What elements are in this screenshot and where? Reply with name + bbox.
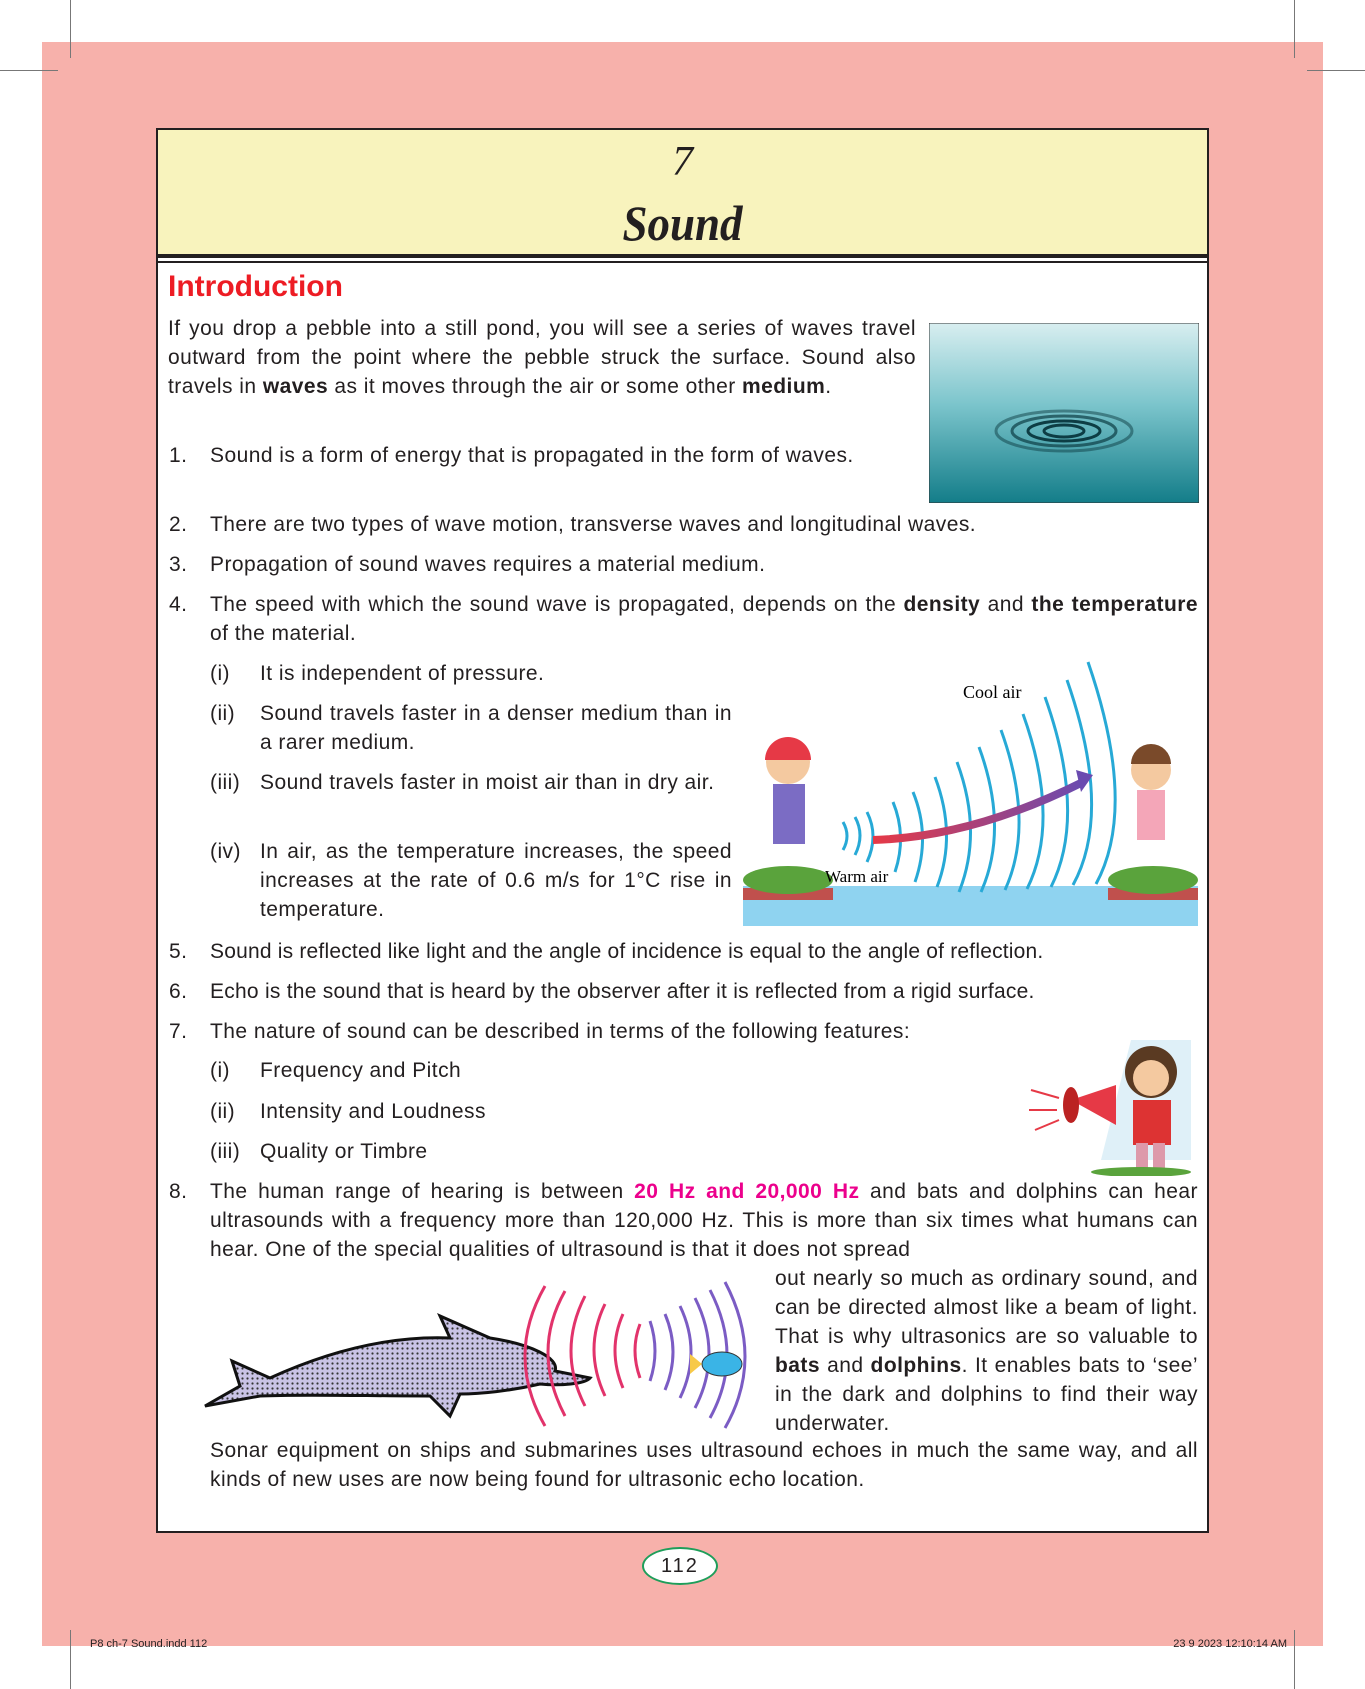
section-heading: Introduction: [168, 270, 343, 303]
girl-megaphone-illustration: [1021, 1030, 1198, 1176]
item-bold: density: [903, 593, 981, 616]
item-number: 2.: [169, 513, 188, 536]
subitem-text: Frequency and Pitch: [260, 1059, 462, 1082]
subitem-number: (ii): [210, 1100, 236, 1123]
subitem-number: (iii): [210, 771, 241, 794]
item-number: 1.: [169, 444, 188, 467]
item-text-part: of the material.: [210, 622, 357, 645]
sound-refraction-illustration: [743, 652, 1198, 926]
item-text-continued: [775, 1264, 1198, 1438]
intro-text: as it moves through the air or some other: [328, 375, 743, 398]
item-text: Echo is the sound that is heard by the observer after it is reflected from a rigid surface.: [210, 980, 1035, 1003]
slug-right: 23 9 2023 12:10:14 AM: [1173, 1638, 1287, 1650]
slug-left: P8 ch-7 Sound.indd 112: [90, 1638, 208, 1650]
content-box: [156, 128, 1209, 1533]
item-text: [210, 590, 1198, 648]
chapter-title: Sound: [622, 195, 743, 251]
item-text-part: and bats and dolphins can hear ultrasounds with a frequency more than 120,000 Hz. This is more than six times what humans can hear. One of the special qualities of ultrasound is that it does not spread: [210, 1180, 1198, 1261]
item-text-part: out nearly so much as ordinary sound, and can be directed almost like a beam of light. That is why ultrasonics are so valuable to: [775, 1267, 1198, 1348]
subitem-number: (iv): [210, 840, 241, 863]
item-number: 5.: [169, 940, 188, 963]
item-text: There are two types of wave motion, transverse waves and longitudinal waves.: [210, 513, 977, 536]
subitem-text: Quality or Timbre: [260, 1140, 428, 1163]
warm-air-label: Warm air: [825, 867, 889, 886]
crop-mark: [0, 70, 58, 71]
hearing-range-highlight: 20 Hz and 20,000 Hz: [634, 1180, 860, 1203]
cool-air-label: Cool air: [963, 682, 1022, 702]
chapter-number: 7: [672, 139, 693, 185]
item-bold: dolphins: [870, 1354, 962, 1377]
crop-mark: [1294, 1630, 1295, 1689]
item-text: The nature of sound can be described in terms of the following features:: [210, 1020, 911, 1043]
item-number: 8.: [169, 1180, 188, 1203]
subitem-number: (i): [210, 1059, 231, 1082]
item-number: 7.: [169, 1020, 188, 1043]
item-text-part: and: [819, 1354, 871, 1377]
intro-bold: waves: [262, 375, 329, 398]
item-bold: bats: [775, 1354, 820, 1377]
intro-bold: medium: [742, 375, 826, 398]
subitem-number: (i): [210, 662, 231, 685]
item-number: 6.: [169, 980, 188, 1003]
item-number: 4.: [169, 593, 188, 616]
sonar-paragraph: Sonar equipment on ships and submarines uses ultrasound echoes in much the same way, and all kinds of new uses are now being found for ultrasonic echo location.: [210, 1439, 1198, 1491]
item-number: 3.: [169, 553, 188, 576]
intro-text: If you drop a pebble into a still pond, you will see a series of waves travel outward from the point where the pebble struck the surface. Sound also travels in: [168, 317, 916, 398]
item-text-part: and: [980, 593, 1032, 616]
crop-mark: [70, 1630, 71, 1689]
subitem-number: (ii): [210, 702, 236, 725]
item-text: [210, 1177, 1198, 1264]
subitem-text: In air, as the temperature increases, the speed increases at the rate of 0.6 m/s for 1°C rise in temperature.: [260, 840, 732, 921]
item-text-part: The human range of hearing is between: [210, 1180, 635, 1203]
subitem-text: Sound travels faster in a denser medium than in a rarer medium.: [260, 702, 732, 754]
subitem-text: Sound travels faster in moist air than in dry air.: [260, 771, 715, 794]
crop-mark: [1307, 70, 1365, 71]
item-text: Sound is a form of energy that is propagated in the form of waves.: [210, 444, 854, 467]
page-number: 112: [642, 1547, 718, 1585]
pond-ripple-image: [929, 323, 1199, 503]
item-text: Propagation of sound waves requires a material medium.: [210, 553, 766, 576]
dolphin-ultrasound-illustration: [200, 1276, 768, 1432]
item-text-part: . It enables bats to ‘see’ in the dark and dolphins to find their way underwater.: [775, 1354, 1198, 1435]
item-bold: the temperature: [1031, 593, 1198, 616]
subitem-text: Intensity and Loudness: [260, 1100, 486, 1123]
item-text: Sound is reflected like light and the angle of incidence is equal to the angle of reflection.: [210, 940, 1044, 963]
chapter-header: [158, 130, 1207, 258]
intro-paragraph: [168, 314, 916, 401]
crop-mark: [1294, 0, 1295, 58]
item-text-part: The speed with which the sound wave is propagated, depends on the: [210, 593, 904, 616]
subitem-text: It is independent of pressure.: [260, 662, 545, 685]
subitem-number: (iii): [210, 1140, 241, 1163]
crop-mark: [70, 0, 71, 58]
intro-text: .: [825, 375, 832, 398]
